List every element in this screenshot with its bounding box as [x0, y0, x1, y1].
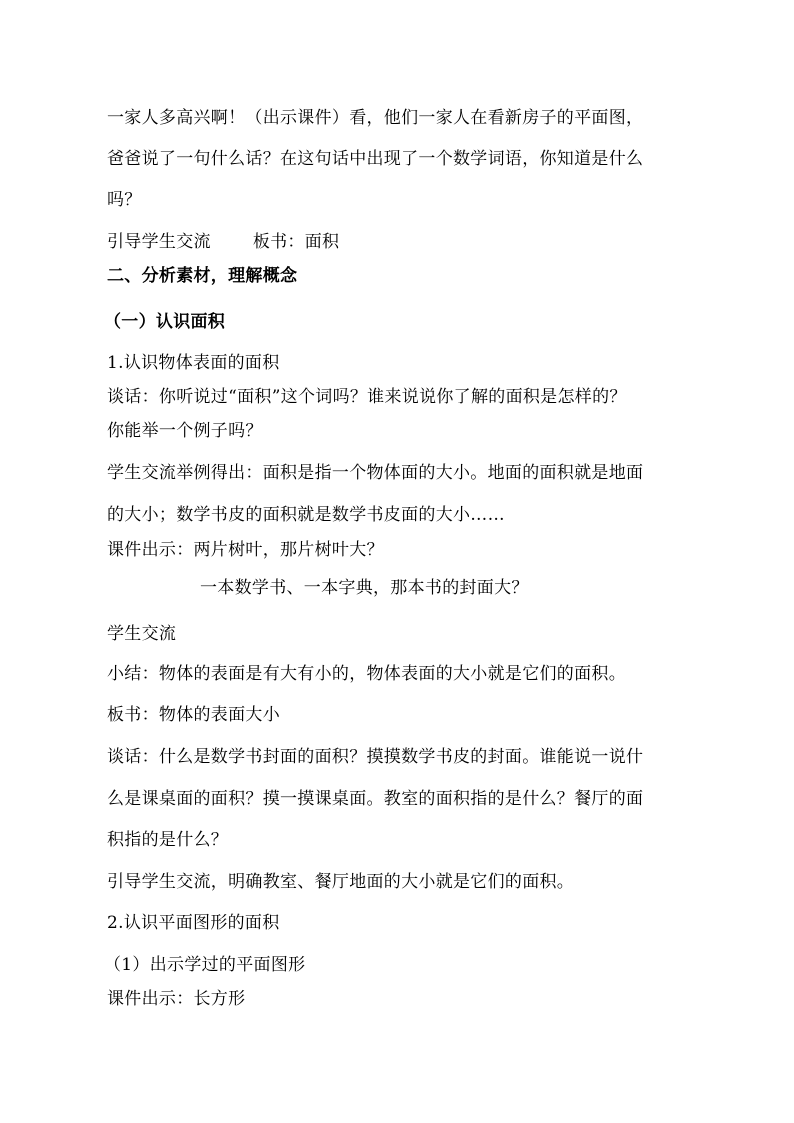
numbered-heading: 2.认识平面图形的面积	[107, 913, 280, 933]
paragraph-line: 一家人多高兴啊！（出示课件）看，他们一家人在看新房子的平面图，	[107, 108, 644, 128]
subsection-heading: （一）认识面积	[104, 312, 226, 332]
indented-line: 一本数学书、一本字典，那本书的封面大？	[200, 578, 529, 598]
paragraph-line: 爸爸说了一句什么话？在这句话中出现了一个数学词语，你知道是什么	[107, 149, 644, 169]
paragraph-line: 学生交流举例得出：面积是指一个物体面的大小。地面的面积就是地面	[107, 463, 644, 483]
paragraph-line: 课件出示：长方形	[107, 989, 246, 1009]
guide-line	[107, 232, 339, 252]
numbered-heading: （1）出示学过的平面图形	[104, 955, 306, 975]
guide-text: 引导学生交流	[107, 232, 211, 252]
paragraph-line: 谈话：你听说过“面积”这个词吗？谁来说说你了解的面积是怎样的？	[107, 387, 627, 407]
paragraph-line: 的大小；数学书皮的面积就是数学书皮面的大小……	[107, 505, 505, 525]
paragraph-line: 学生交流	[107, 624, 177, 644]
paragraph-line: 积指的是什么？	[107, 830, 229, 850]
board-note: 板书：物体的表面大小	[107, 705, 280, 725]
paragraph-line: 课件出示：两片树叶，那片树叶大？	[107, 540, 384, 560]
section-heading: 二、分析素材，理解概念	[107, 266, 298, 286]
numbered-heading: 1.认识物体表面的面积	[107, 353, 280, 373]
paragraph-line: 引导学生交流，明确教室、餐厅地面的大小就是它们的面积。	[107, 872, 575, 892]
paragraph-line: 吗？	[107, 190, 142, 210]
paragraph-line: 你能举一个例子吗？	[107, 421, 263, 441]
summary-line: 小结：物体的表面是有大有小的，物体表面的大小就是它们的面积。	[107, 664, 626, 684]
board-note: 板书：面积	[252, 232, 340, 252]
paragraph-line: 么是课桌面的面积？摸一摸课桌面。教室的面积指的是什么？餐厅的面	[107, 789, 644, 809]
paragraph-line: 谈话：什么是数学书封面的面积？摸摸数学书皮的封面。谁能说一说什	[107, 747, 644, 767]
